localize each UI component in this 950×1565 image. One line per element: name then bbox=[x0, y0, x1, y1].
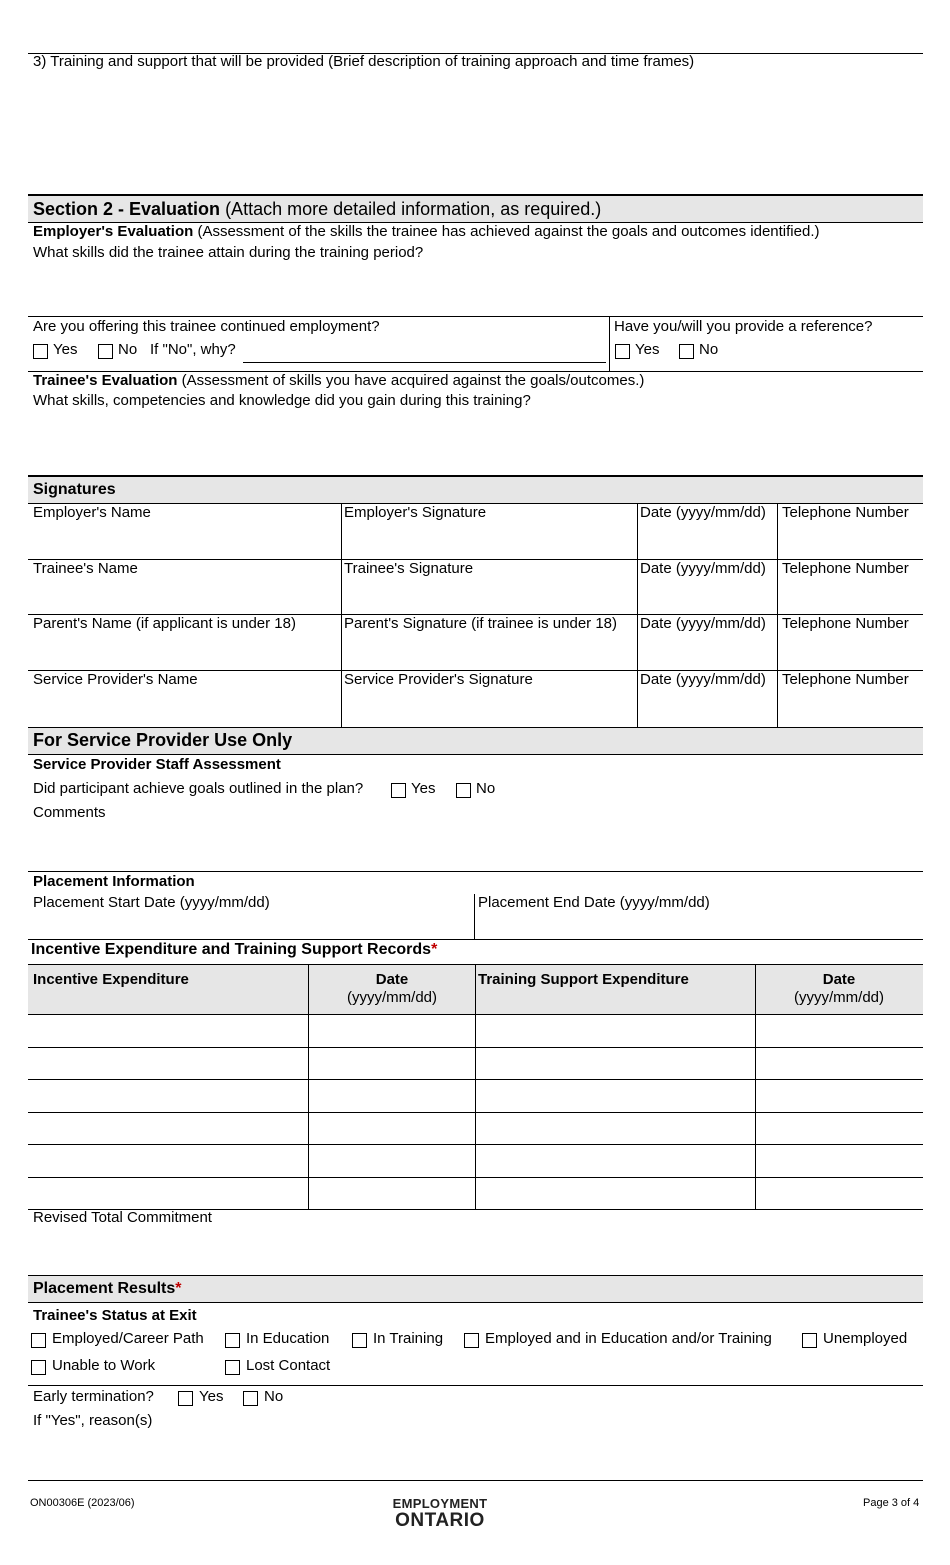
signatures-col-divider-1 bbox=[341, 503, 342, 727]
employment-row-divider bbox=[609, 316, 610, 371]
expenditure-row-rule bbox=[28, 1144, 923, 1145]
employment-no-label: No bbox=[118, 341, 138, 358]
status-lost-contact-checkbox[interactable] bbox=[225, 1360, 240, 1375]
trainee-eval-field[interactable] bbox=[28, 412, 923, 474]
placement-date-divider bbox=[474, 894, 475, 939]
employment-no-checkbox[interactable] bbox=[98, 344, 113, 359]
col-date2-format: (yyyy/mm/dd) bbox=[794, 989, 884, 1006]
status-training-label: In Training bbox=[373, 1330, 444, 1347]
logo-line1: EMPLOYMENT bbox=[392, 1496, 488, 1511]
expenditure-row-rule bbox=[28, 1079, 923, 1080]
section2-title-text: Section 2 - Evaluation bbox=[33, 199, 221, 219]
trainee-eval-label: Trainee's Evaluation bbox=[33, 372, 178, 389]
expenditure-row-rule bbox=[28, 1014, 923, 1015]
placement-start-label: Placement Start Date (yyyy/mm/dd) bbox=[33, 894, 270, 911]
termination-reasons-label: If "Yes", reason(s) bbox=[33, 1412, 153, 1429]
col-training-header: Training Support Expenditure bbox=[478, 971, 689, 988]
results-title bbox=[33, 1279, 182, 1299]
comments-label: Comments bbox=[33, 804, 106, 821]
status-employed-label: Employed/Career Path bbox=[52, 1330, 204, 1347]
early-termination-yes-label: Yes bbox=[199, 1388, 224, 1405]
reference-yes-label: Yes bbox=[635, 341, 660, 358]
provider-header-rule bbox=[28, 754, 923, 755]
status-unable-checkbox[interactable] bbox=[31, 1360, 46, 1375]
employer-date-label: Date (yyyy/mm/dd) bbox=[640, 504, 766, 521]
early-termination-yes-checkbox[interactable] bbox=[178, 1391, 193, 1406]
reference-yes-checkbox[interactable] bbox=[615, 344, 630, 359]
signatures-header-band bbox=[28, 477, 923, 503]
employer-eval-label: Employer's Evaluation bbox=[33, 223, 194, 240]
provider-title: For Service Provider Use Only bbox=[33, 730, 293, 750]
employment-no-why-field[interactable] bbox=[243, 362, 606, 363]
expenditure-col-divider-3 bbox=[755, 965, 756, 1209]
reference-question: Have you/will you provide a reference? bbox=[614, 318, 873, 335]
employment-yes-label: Yes bbox=[53, 341, 78, 358]
employment-ontario-logo bbox=[380, 1497, 500, 1530]
footer-rule bbox=[28, 1480, 923, 1481]
revised-total-label: Revised Total Commitment bbox=[33, 1209, 212, 1226]
status-employed-checkbox[interactable] bbox=[31, 1333, 46, 1348]
continued-employment-question: Are you offering this trainee continued employment? bbox=[33, 318, 380, 335]
expenditure-title bbox=[31, 940, 437, 960]
parent-signature-label: Parent's Signature (if trainee is under 18) bbox=[344, 615, 618, 632]
status-unable-label: Unable to Work bbox=[52, 1357, 156, 1374]
signatures-col-divider-2 bbox=[637, 503, 638, 727]
col-date1-header: Date bbox=[375, 971, 409, 988]
status-unemployed-checkbox[interactable] bbox=[802, 1333, 817, 1348]
status-training-checkbox[interactable] bbox=[352, 1333, 367, 1348]
status-unemployed-label: Unemployed bbox=[823, 1330, 908, 1347]
col-date1-format: (yyyy/mm/dd) bbox=[347, 989, 437, 1006]
employer-eval-question: What skills did the trainee attain during the training period? bbox=[33, 244, 424, 261]
expenditure-required-mark: * bbox=[431, 941, 438, 958]
employer-signature-label: Employer's Signature bbox=[344, 504, 487, 521]
signatures-col-divider-3 bbox=[777, 503, 778, 727]
employer-name-label: Employer's Name bbox=[33, 504, 151, 521]
early-termination-no-label: No bbox=[264, 1388, 284, 1405]
expenditure-row-rule bbox=[28, 1177, 923, 1178]
employment-yes-checkbox[interactable] bbox=[33, 344, 48, 359]
trainee-phone-label: Telephone Number bbox=[782, 560, 909, 577]
parent-name-label: Parent's Name (if applicant is under 18) bbox=[33, 615, 296, 632]
signatures-title: Signatures bbox=[33, 481, 116, 498]
parent-phone-label: Telephone Number bbox=[782, 615, 909, 632]
employment-no-why-label: If "No", why? bbox=[150, 341, 236, 358]
provider-name-label: Service Provider's Name bbox=[33, 671, 198, 688]
expenditure-row-rule bbox=[28, 1047, 923, 1048]
goals-no-checkbox[interactable] bbox=[456, 783, 471, 798]
placement-info-top-rule bbox=[28, 871, 923, 872]
status-employed-education-label: Employed and in Education and/or Training bbox=[485, 1330, 772, 1347]
trainee-eval-heading bbox=[33, 372, 644, 390]
trainee-eval-question: What skills, competencies and knowledge did you gain during this training? bbox=[33, 392, 531, 409]
early-termination-no-checkbox[interactable] bbox=[243, 1391, 258, 1406]
training-support-field[interactable] bbox=[28, 74, 923, 192]
reference-no-label: No bbox=[699, 341, 719, 358]
training-support-label: 3) Training and support that will be provided (Brief description of training approach and time frames) bbox=[33, 53, 695, 70]
placement-end-label: Placement End Date (yyyy/mm/dd) bbox=[478, 894, 710, 911]
provider-date-label: Date (yyyy/mm/dd) bbox=[640, 671, 766, 688]
staff-assessment-label: Service Provider Staff Assessment bbox=[33, 756, 281, 773]
status-at-exit-label: Trainee's Status at Exit bbox=[33, 1307, 197, 1324]
early-termination-label: Early termination? bbox=[33, 1388, 154, 1405]
form-number: ON00306E (2023/06) bbox=[30, 1497, 135, 1509]
status-education-label: In Education bbox=[246, 1330, 330, 1347]
trainee-date-label: Date (yyyy/mm/dd) bbox=[640, 560, 766, 577]
employer-eval-note: (Assessment of the skills the trainee has achieved against the goals and outcomes identified.) bbox=[197, 223, 820, 240]
parent-date-label: Date (yyyy/mm/dd) bbox=[640, 615, 766, 632]
termination-reasons-field[interactable] bbox=[28, 1432, 923, 1478]
section2-title-note: (Attach more detailed information, as required.) bbox=[225, 199, 602, 219]
provider-signature-label: Service Provider's Signature bbox=[344, 671, 533, 688]
trainee-eval-note: (Assessment of skills you have acquired against the goals/outcomes.) bbox=[181, 372, 645, 389]
employer-eval-field[interactable] bbox=[28, 264, 923, 316]
col-incentive-header: Incentive Expenditure bbox=[33, 971, 189, 988]
reference-no-checkbox[interactable] bbox=[679, 344, 694, 359]
employer-eval-heading bbox=[33, 223, 820, 241]
col-date2-header: Date bbox=[822, 971, 856, 988]
expenditure-row-rule bbox=[28, 1112, 923, 1113]
status-employed-education-checkbox[interactable] bbox=[464, 1333, 479, 1348]
trainee-signature-label: Trainee's Signature bbox=[344, 560, 474, 577]
results-title-text: Placement Results bbox=[33, 1280, 176, 1297]
employment-row-top-rule bbox=[28, 316, 923, 317]
revised-total-field[interactable] bbox=[28, 1230, 923, 1274]
page-number: Page 3 of 4 bbox=[863, 1497, 920, 1509]
status-lost-contact-label: Lost Contact bbox=[246, 1357, 331, 1374]
results-required-mark: * bbox=[175, 1280, 182, 1297]
comments-field[interactable] bbox=[28, 824, 923, 870]
goals-yes-checkbox[interactable] bbox=[391, 783, 406, 798]
early-termination-top-rule bbox=[28, 1385, 923, 1386]
logo-line2: ONTARIO bbox=[395, 1510, 485, 1531]
status-education-checkbox[interactable] bbox=[225, 1333, 240, 1348]
placement-info-label: Placement Information bbox=[33, 873, 195, 890]
trainee-name-label: Trainee's Name bbox=[33, 560, 138, 577]
goals-yes-label: Yes bbox=[411, 780, 436, 797]
goals-question: Did participant achieve goals outlined in the plan? bbox=[33, 780, 364, 797]
results-header-rule bbox=[28, 1302, 923, 1303]
expenditure-col-divider-2 bbox=[475, 965, 476, 1209]
expenditure-col-divider-1 bbox=[308, 965, 309, 1209]
section2-title bbox=[33, 199, 601, 219]
employer-phone-label: Telephone Number bbox=[782, 504, 909, 521]
provider-phone-label: Telephone Number bbox=[782, 671, 909, 688]
expenditure-title-text: Incentive Expenditure and Training Support Records bbox=[31, 941, 432, 958]
goals-no-label: No bbox=[476, 780, 496, 797]
